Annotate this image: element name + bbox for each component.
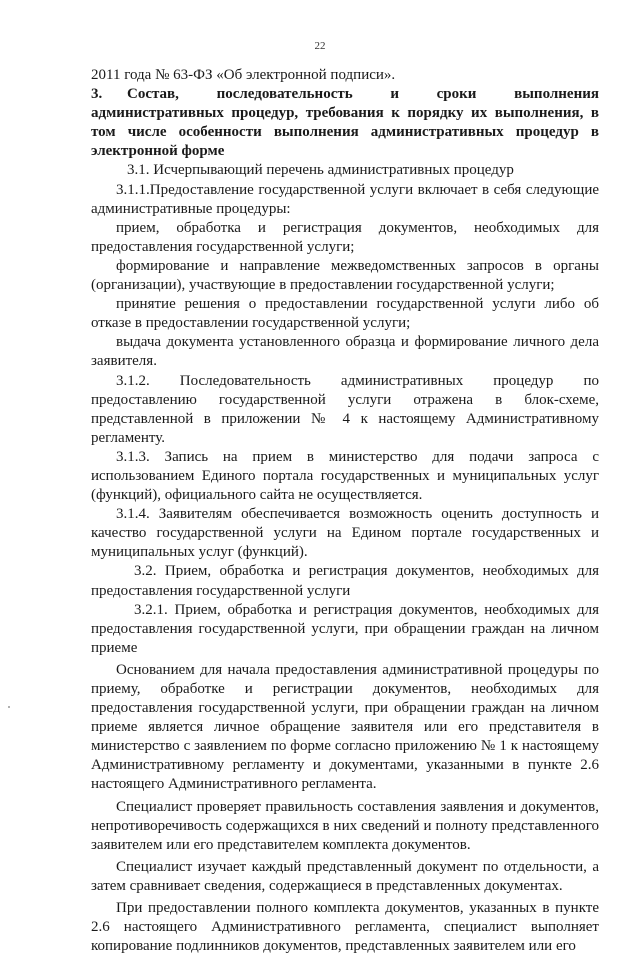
procedure-item-4: выдача документа установленного образца и формирование личного дела заявителя. — [91, 334, 599, 370]
section-title: Состав, последовательность и сроки выполнения административных процедур, требования к порядку их выполнения, в том числе особенности выполнения административных процедур в электронной форме — [91, 86, 599, 160]
scan-speck — [8, 706, 10, 708]
section-number: 3. — [91, 86, 103, 103]
procedure-item-3: принятие решения о предоставлении государственной услуги либо об отказе в предоставлении государственной услуги; — [91, 296, 599, 332]
paragraph-basis: Основанием для начала предоставления административной процедуры по приему, обработке и регистрации документов, необходимых для предоставления государственной услуги, при обращении граждан на личном приеме является личное обращение заявителя или его представителя в министерство с заявлением по форме согласно приложению № 1 к настоящему Административному регламенту и документами, указанными в пункте 2.6 настоящего Административного регламента. — [91, 661, 599, 793]
paragraph-specialist-studies: Специалист изучает каждый представленный документ по отдельности, а затем сравнивает сведения, содержащиеся в представленных документах. — [91, 858, 599, 894]
section-heading — [91, 85, 599, 161]
procedure-item-2: формирование и направление межведомственных запросов в органы (организации), участвующие в предоставлении государственной услуги; — [91, 257, 599, 294]
paragraph-3-1-4: 3.1.4. Заявителям обеспечивается возможность оценить доступность и качество государственной услуги на Едином портале государственных и муниципальных услуг (функций). — [91, 506, 599, 561]
paragraph-law-reference: 2011 года № 63-ФЗ «Об электронной подписи». — [91, 67, 396, 83]
paragraph-specialist-checks: Специалист проверяет правильность составления заявления и документов, непротиворечивость содержащихся в них сведений и полноту представленного заявителем или его представителем комплекта документов. — [91, 798, 599, 853]
procedure-item-1: прием, обработка и регистрация документов, необходимых для предоставления государственной услуги; — [91, 219, 599, 255]
paragraph-3-1-2: 3.1.2. Последовательность административных процедур по предоставлению государственной услуги отражена в блок-схеме, представленной в приложении № 4 к настоящему Административному регламенту. — [91, 372, 599, 446]
subsection-3-1: 3.1. Исчерпывающий перечень административных процедур — [127, 162, 514, 179]
paragraph-3-1-1: 3.1.1.Предоставление государственной услуги включает в себя следующие административные процедуры: — [91, 181, 599, 217]
paragraph-full-set: При предоставлении полного комплекта документов, указанных в пункте 2.6 настоящего Административного регламента, специалист выполняет копирование подлинников документов, представленных заявителем или его — [91, 900, 599, 955]
paragraph-3-1-3: 3.1.3. Запись на прием в министерство для подачи запроса с использованием Единого портала государственных и муниципальных услуг (функций), официального сайта не осуществляется. — [91, 448, 599, 504]
subsection-3-2: 3.2. Прием, обработка и регистрация документов, необходимых для предоставления государственной услуги — [91, 563, 599, 599]
page-number: 22 — [314, 40, 326, 52]
paragraph-3-2-1: 3.2.1. Прием, обработка и регистрация документов, необходимых для предоставления государственной услуги, при обращении граждан на личном приеме — [91, 601, 599, 656]
page-body — [91, 66, 599, 956]
